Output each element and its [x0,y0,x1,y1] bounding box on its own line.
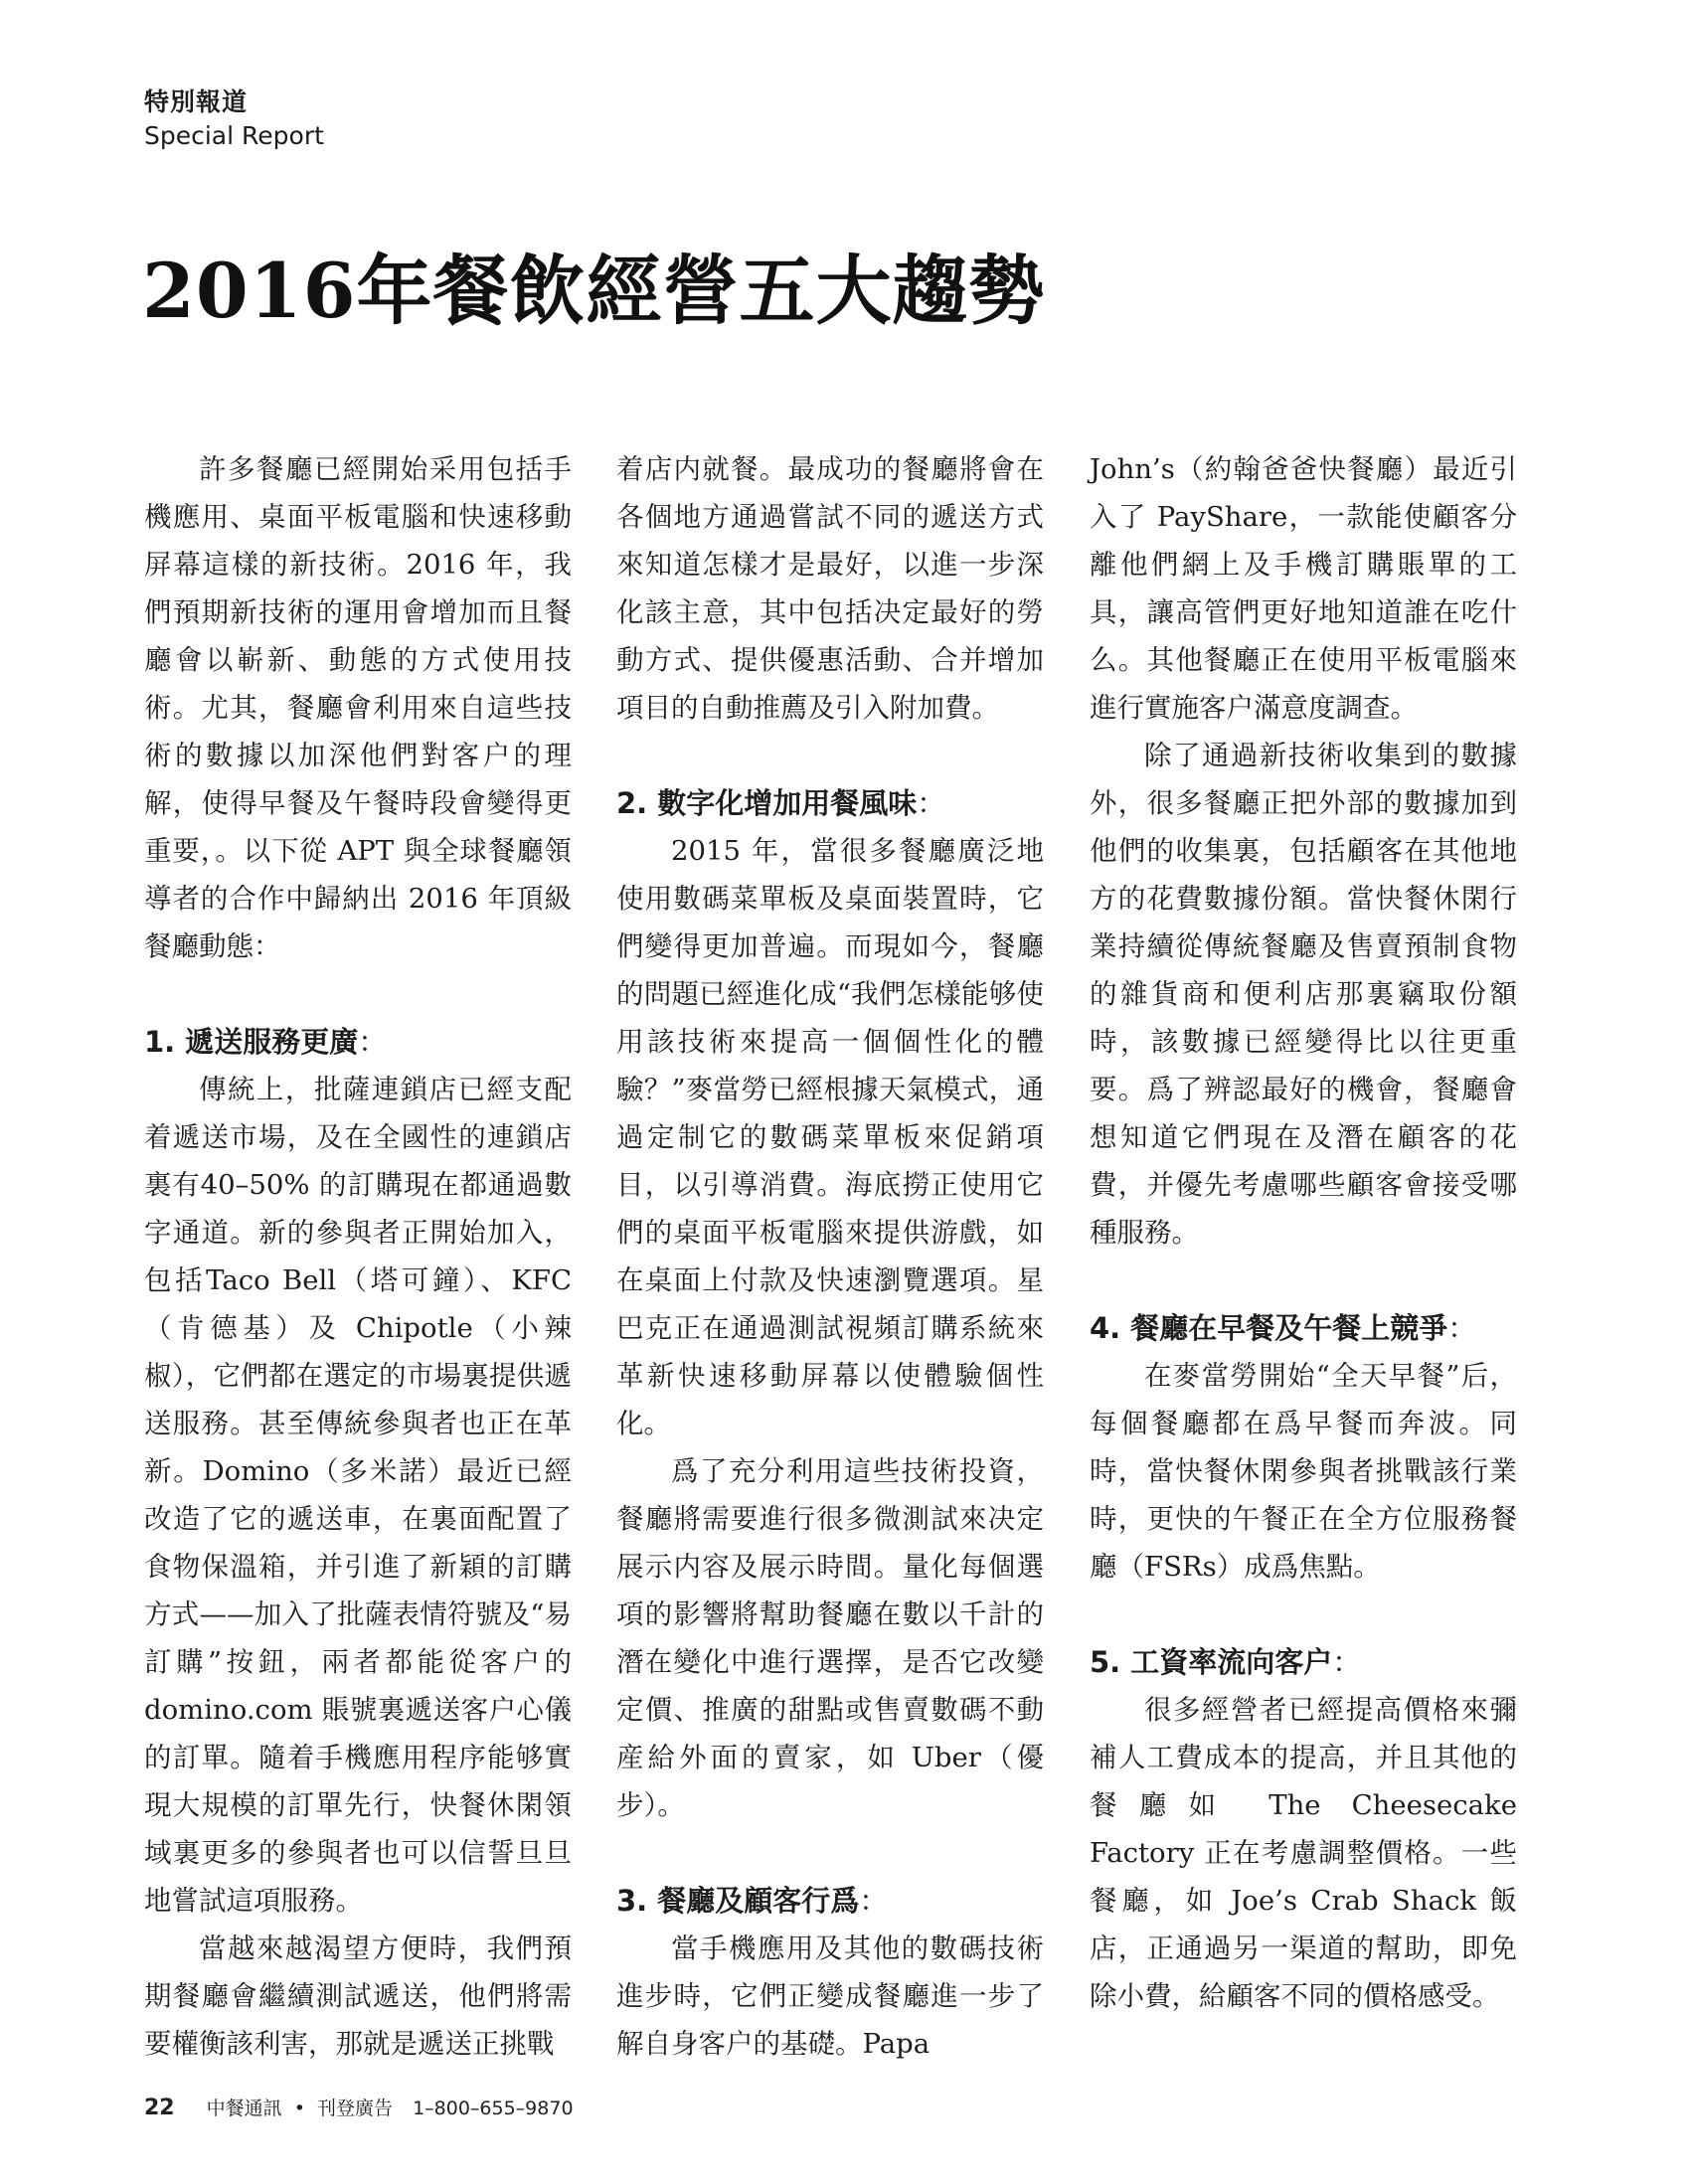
article-title: 2016年餐飲經營五大趨勢 [142,247,1046,335]
body-paragraph: 很多經營者已經提高價格來彌補人工費成本的提高，并且其他的餐廳如 The Cheesecake Factory 正在考慮調整價格。一些餐廳，如 Joe’s Crab Shack 飯店，正通過另一渠道的幫助，即免除小費，給顧客不同的價格感受。 [1090,1694,1517,2012]
section-heading-colon: ： [1332,1645,1362,1679]
article-column-1 [144,445,572,2068]
section-heading [1090,1304,1517,1352]
advertising-label: 刊登廣告 [317,2098,394,2119]
section-heading-text: 3. 餐廳及顧客行爲 [616,1884,860,1918]
article-column-2 [616,445,1044,2068]
body-paragraph: 着店内就餐。最成功的餐廳將會在各個地方通過嘗試不同的遞送方式來知道怎樣才是最好，以進一步深化該主意，其中包括决定最好的勞動方式、提供優惠活動、合并增加項目的自動推薦及引入附加費。 [616,453,1044,724]
section-label-chinese: 特別報道 [144,87,249,116]
body-paragraph: 爲了充分利用這些技術投資，餐廳將需要進行很多微測試來决定展示内容及展示時間。量化每個選項的影響將幫助餐廳在數以千計的潛在變化中進行選擇，是否它改變定價、推廣的甜點或售賣數碼不動産給外面的賣家，如 Uber（優步）。 [616,1455,1044,1821]
body-paragraph: 傳統上，批薩連鎖店已經支配着遞送市場，及在全國性的連鎖店裏有40–50% 的訂購現在都通過數字通道。新的參與者正開始加入，包括Taco Bell（塔可鐘）、KFC（肯德基）及 Chipotle（小辣椒），它們都在選定的市場裏提供遞送服務。甚至傳統參與者也正在革新。Domino（多米諾）最近已經改造了它的遞送車，在裏面配置了食物保溫箱，并引進了新穎的訂購方式——加入了批薩表情符號及“易訂購”按鈕，兩者都能從客户的 domino.com 賬號裏遞送客户心儀的訂單。隨着手機應用程序能够實現大規模的訂單先行，快餐休閑領域裏更多的參與者也可以信誓旦旦地嘗試這項服務。 [144,1074,572,1917]
section-heading [616,1877,1044,1925]
page-footer [144,2096,574,2121]
publication-name: 中餐通訊 [206,2098,282,2119]
section-heading-colon: ： [917,786,946,820]
body-paragraph: 當越來越渴望方便時，我們預期餐廳會繼續測試遞送，他們將需要權衡該利害，那就是遞送正挑戰 [144,1932,572,2060]
body-paragraph: 許多餐廳已經開始采用包括手機應用、桌面平板電腦和快速移動屏幕這樣的新技術。2016 年，我們預期新技術的運用會增加而且餐廳會以嶄新、動態的方式使用技術。尤其，餐廳會利用來自這些技術的數據以加深他們對客户的理解，使得早餐及午餐時段會變得更重要，。以下從 APT 與全球餐廳領導者的合作中歸納出 2016 年頂級餐廳動態： [144,453,572,962]
section-label-english: Special Report [144,121,324,150]
body-paragraph: 除了通過新技術收集到的數據外，很多餐廳正把外部的數據加到他們的收集裏，包括顧客在其他地方的花費數據份額。當快餐休閑行業持續從傳統餐廳及售賣預制食物的雜貨商和便利店那裏竊取份額時，該數據已經變得比以往更重要。爲了辨認最好的機會，餐廳會想知道它們現在及潛在顧客的花費，并優先考慮哪些顧客會接受哪種服務。 [1090,740,1517,1249]
body-paragraph: 在麥當勞開始“全天早餐”后，每個餐廳都在爲早餐而奔波。同時，當快餐休閑參與者挑戰該行業時，更快的午餐正在全方位服務餐廳（FSRs）成爲焦點。 [1090,1360,1517,1583]
section-heading [1090,1638,1517,1686]
section-heading-text: 1. 遞送服務更廣 [144,1025,359,1059]
section-heading-colon: ： [1447,1311,1477,1345]
section-heading-colon: ： [859,1884,889,1918]
advertising-phone: 1–800–655–9870 [413,2098,574,2119]
page-number: 22 [144,2096,175,2120]
body-paragraph: 2015 年，當很多餐廳廣泛地使用數碼菜單板及桌面裝置時，它們變得更加普遍。而現如今，餐廳的問題已經進化成“我們怎樣能够使用該技術來提高一個個性化的體驗？”麥當勞已經根據天氣模式，通過定制它的數碼菜單板來促銷項目，以引導消費。海底撈正使用它們的桌面平板電腦來提供游戲，如在桌面上付款及快速瀏覽選項。星巴克正在通過測試視頻訂購系統來革新快速移動屏幕以使體驗個性化。 [616,835,1044,1439]
section-heading-colon: ： [358,1025,388,1059]
section-heading-text: 5. 工資率流向客户 [1090,1645,1333,1679]
section-heading [144,1018,572,1066]
article-column-3 [1090,445,1517,2020]
section-heading-text: 2. 數字化增加用餐風味 [616,786,918,820]
section-heading [616,779,1044,827]
body-paragraph: John’s（約翰爸爸快餐廳）最近引入了 PayShare，一款能使顧客分離他們網上及手機訂購賬單的工具，讓高管們更好地知道誰在吃什么。其他餐廳正在使用平板電腦來進行實施客户滿意度調查。 [1090,453,1517,724]
body-paragraph: 當手機應用及其他的數碼技術進步時，它們正變成餐廳進一步了解自身客户的基礎。Papa [616,1932,1044,2060]
footer-separator: • [293,2098,305,2119]
section-label [144,85,324,153]
section-heading-text: 4. 餐廳在早餐及午餐上競爭 [1090,1311,1448,1345]
